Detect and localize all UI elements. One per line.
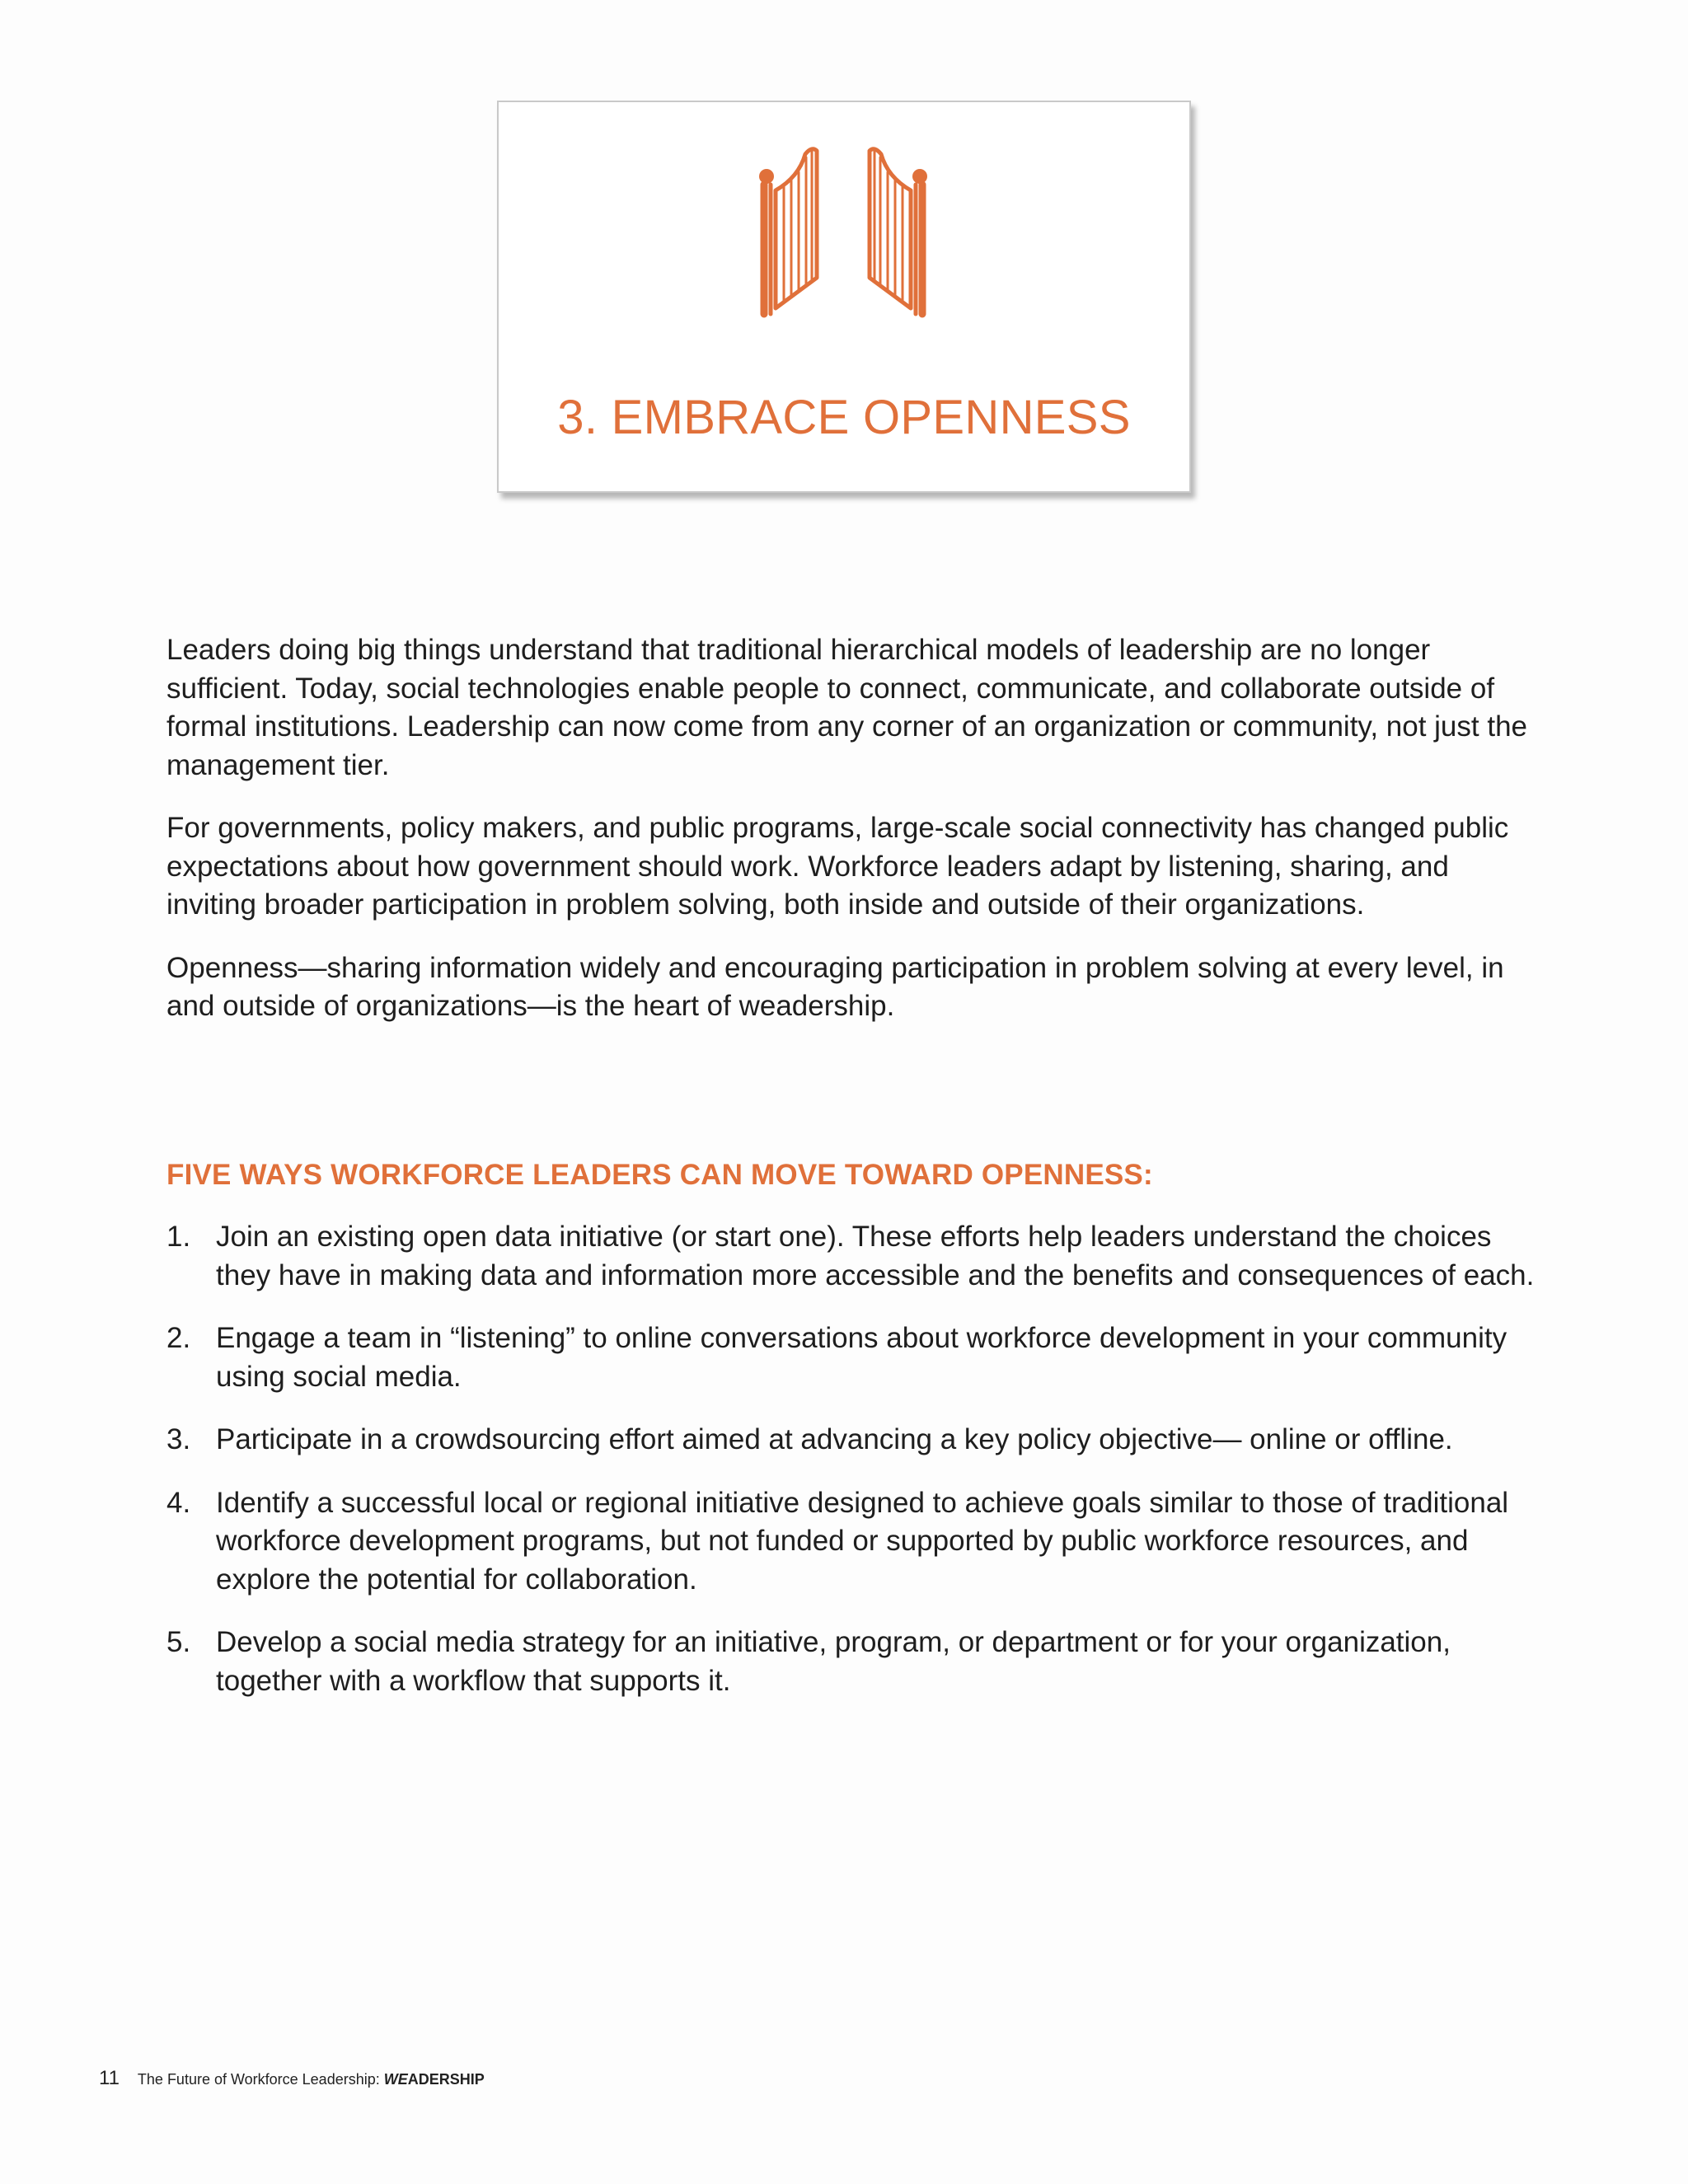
list-number: 2. [166,1322,191,1354]
body-text [166,631,1535,1051]
five-ways-list [166,1218,1535,1725]
five-ways-heading: FIVE WAYS WORKFORCE LEADERS CAN MOVE TOWARD OPENNESS: [166,1159,1153,1191]
footer-brand-rest: ADERSHIP [407,2071,485,2088]
list-item [166,1624,1535,1700]
list-text: Engage a team in “listening” to online conversations about workforce development in your community using social media. [216,1322,1507,1393]
list-text: Participate in a crowdsourcing effort aimed at advancing a key policy objective— online or offline. [216,1423,1453,1455]
list-item [166,1421,1535,1460]
open-gate-icon [748,139,939,325]
list-text: Develop a social media strategy for an initiative, program, or department or for your organization, together with a workflow that supports it. [216,1626,1451,1697]
list-number: 1. [166,1221,191,1253]
government-paragraph: For governments, policy makers, and public programs, large-scale social connectivity has changed public expectations about how government should work. Workforce leaders adapt by listening, sharing, and inviting broader participation in problem solving, both inside and outside of their organizations. [166,812,1509,921]
openness-paragraph: Openness—sharing information widely and encouraging participation in problem solving at every level, in and outside of organizations—is the heart of weadership. [166,951,1504,1022]
page-footer [99,2067,485,2090]
intro-paragraph: Leaders doing big things understand that traditional hierarchical models of leadership are no longer sufficient. Today, social technologies enable people to connect, communicate, and collaborate outside of formal institutions. Leadership can now come from any corner of an organization or community, not just the management tier. [166,634,1527,781]
list-text: Join an existing open data initiative (or start one). These efforts help leaders understand the choices they have in making data and information more accessible and the benefits and consequences of each. [216,1221,1535,1291]
page-number: 11 [99,2067,120,2089]
list-item [166,1319,1535,1396]
list-number: 4. [166,1486,191,1519]
title-card [497,101,1191,493]
footer-brand-we: WE [383,2071,408,2088]
list-number: 3. [166,1423,191,1455]
section-title: 3. EMBRACE OPENNESS [557,391,1131,444]
footer-title: The Future of Workforce Leadership: [137,2071,384,2088]
list-item [166,1218,1535,1295]
list-number: 5. [166,1626,191,1658]
list-item [166,1484,1535,1600]
list-text: Identify a successful local or regional initiative designed to achieve goals similar to those of traditional workforce development programs, but not funded or supported by public workforce resources, and explore the potential for collaboration. [216,1486,1509,1596]
